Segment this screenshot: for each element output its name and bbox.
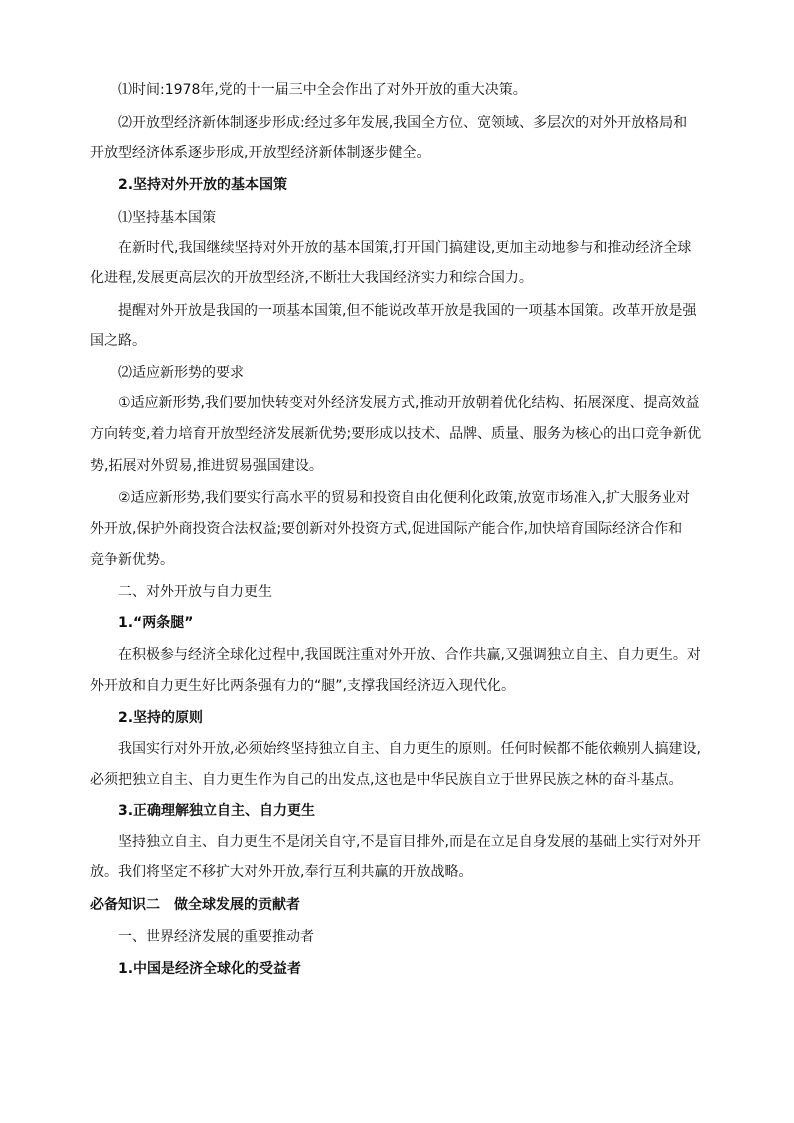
section-heading-c: 一、世界经济发展的重要推动者 bbox=[118, 929, 314, 945]
text-line-2: ⑵开放型经济新体制逐步形成:经过多年发展,我国全方位、宽领域、多层次的对外开放格局和 bbox=[118, 115, 688, 131]
text-line-22: 我国实行对外开放,必须始终坚持独立自主、自力更生的原则。任何时候都不能依赖别人搞建设, bbox=[118, 741, 701, 757]
section-heading-b: 二、对外开放与自力更生 bbox=[118, 584, 272, 600]
text-line-8: 提醒对外开放是我国的一项基本国策,但不能说改革开放是我国的一项基本国策。改革开放是强 bbox=[118, 303, 697, 319]
item-heading-1: 1.“两条腿” bbox=[118, 615, 194, 631]
text-line-16: 竞争新优势。 bbox=[90, 552, 174, 568]
item-heading-2: 2.坚持的原则 bbox=[118, 710, 204, 726]
text-line-13: 势,拓展对外贸易,推进贸易强国建设。 bbox=[90, 458, 323, 474]
text-line-25: 坚持独立自主、自力更生不是闭关自守,不是盲目排外,而是在立足自身发展的基础上实行对外开 bbox=[118, 834, 701, 850]
text-line-11: ①适应新形势,我们要加快转变对外经济发展方式,推动开放朝着优化结构、拓展深度、提高效益 bbox=[118, 395, 700, 411]
text-line-9: 国之路。 bbox=[90, 333, 146, 349]
section-heading-2: 2.坚持对外开放的基本国策 bbox=[118, 177, 288, 193]
subheading-2: ⑵适应新形势的要求 bbox=[118, 365, 244, 381]
text-line-14: ②适应新形势,我们要实行高水平的贸易和投资自由化便利化政策,放宽市场准入,扩大服务业对 bbox=[118, 490, 690, 506]
knowledge-heading: 必备知识二 做全球发展的贡献者 bbox=[90, 897, 300, 913]
text-line-12: 方向转变,着力培育开放型经济发展新优势;要形成以技术、品牌、质量、服务为核心的出口竞争新优 bbox=[90, 426, 702, 442]
text-line-6: 在新时代,我国继续坚持对外开放的基本国策,打开国门搞建设,更加主动地参与和推动经济全球 bbox=[118, 240, 692, 256]
subheading-1: ⑴坚持基本国策 bbox=[118, 210, 216, 226]
text-line-19: 在积极参与经济全球化过程中,我国既注重对外开放、合作共赢,又强调独立自主、自力更生。对 bbox=[118, 647, 701, 663]
text-line-7: 化进程,发展更高层次的开放型经济,不断壮大我国经济实力和综合国力。 bbox=[90, 270, 533, 286]
item-heading-3: 3.正确理解独立自主、自力更生 bbox=[118, 803, 316, 819]
text-line-15: 外开放,保护外商投资合法权益;要创新对外投资方式,促进国际产能合作,加快培育国际经济合作和 bbox=[90, 521, 683, 537]
text-line-23: 必须把独立自主、自力更生作为自己的出发点,这也是中华民族自立于世界民族之林的奋斗基点。 bbox=[90, 772, 683, 788]
text-line-20: 外开放和自力更生好比两条强有力的“腿”,支撑我国经济迈入现代化。 bbox=[90, 678, 515, 694]
item-heading-4: 1.中国是经济全球化的受益者 bbox=[118, 961, 302, 977]
text-line-3: 开放型经济体系逐步形成,开放型经济新体制逐步健全。 bbox=[90, 145, 431, 161]
text-line-1: ⑴时间:1978年,党的十一届三中全会作出了对外开放的重大决策。 bbox=[118, 82, 527, 98]
text-line-26: 放。我们将坚定不移扩大对外开放,奉行互利共赢的开放战略。 bbox=[90, 864, 473, 880]
